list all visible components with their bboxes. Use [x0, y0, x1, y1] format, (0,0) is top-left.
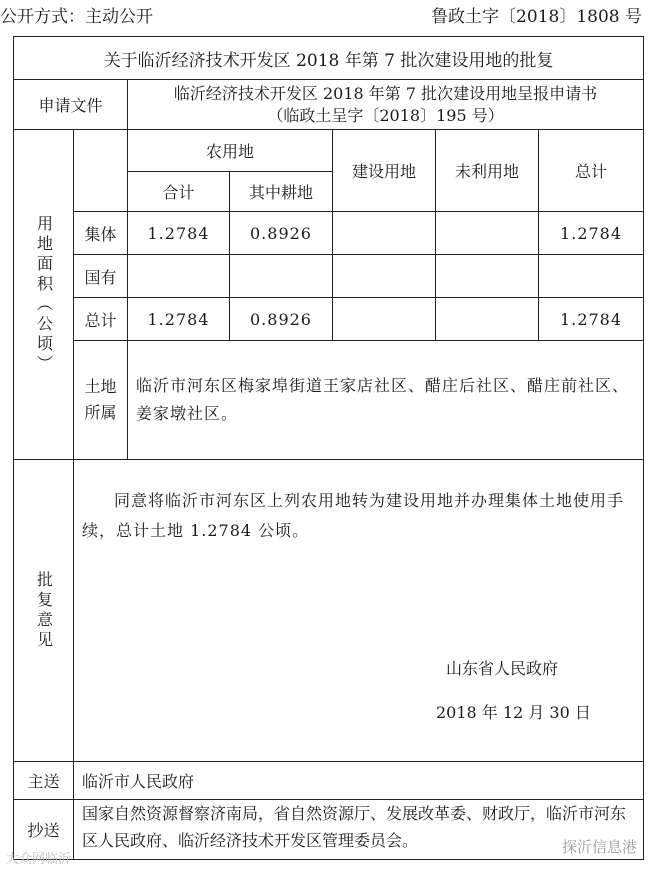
application-document — [128, 80, 644, 130]
subtotal-header: 合计 — [128, 172, 230, 212]
cell-unused — [436, 255, 539, 298]
ownership-label-line-1: 土地 — [84, 377, 117, 396]
application-label: 申请文件 — [14, 80, 128, 130]
approval-opinion — [74, 460, 644, 762]
cc-recipients: 国家自然资源督察济南局，省自然资源厅、发展改革委、财政厅，临沂市河东区人民政府、临沂经济技术开发区管理委员会。 — [74, 800, 644, 860]
cell-construction — [333, 255, 436, 298]
blank-corner — [74, 130, 128, 212]
cell-arable: 0.8926 — [230, 298, 333, 341]
cell-construction — [333, 212, 436, 255]
agri-land-header: 农用地 — [128, 130, 333, 172]
cell-total: 1.2784 — [539, 212, 644, 255]
cell-subtotal — [128, 255, 230, 298]
application-line-1: 临沂经济技术开发区 2018 年第 7 批次建设用地呈报申请书 — [173, 83, 598, 103]
approval-date: 2018 年 12 月 30 日 — [436, 703, 591, 722]
land-ownership: 临沂市河东区梅家埠街道王家店社区、醋庄后社区、醋庄前社区、姜家墩社区。 — [128, 341, 644, 460]
main-recipient: 临沂市人民政府 — [74, 762, 644, 800]
application-line-2: （临政土呈字〔2018〕195 号） — [267, 105, 504, 125]
approval-label: 批复意见 — [34, 570, 54, 651]
document-title: 关于临沂经济技术开发区 2018 年第 7 批次建设用地的批复 — [14, 37, 644, 80]
cell-construction — [333, 298, 436, 341]
cell-subtotal: 1.2784 — [128, 298, 230, 341]
cell-arable — [230, 255, 333, 298]
ownership-label — [74, 341, 128, 460]
watermark-right: 探沂信息港 — [561, 838, 637, 856]
row-label: 总计 — [74, 298, 128, 341]
cell-unused — [436, 298, 539, 341]
watermark-left: 大众网临沂 — [6, 852, 72, 867]
total-header: 总计 — [539, 130, 644, 212]
ownership-label-line-2: 所属 — [84, 403, 117, 422]
document-number: 鲁政土字〔2018〕1808 号 — [431, 7, 642, 27]
main-recipient-label: 主送 — [14, 762, 74, 800]
cell-unused — [436, 212, 539, 255]
table-row-total — [14, 298, 644, 341]
disclosure-method: 公开方式：主动公开 — [0, 7, 153, 27]
land-area-label: 用地面积（公顷） — [34, 214, 54, 375]
table-row-state-owned — [14, 255, 644, 298]
arable-header: 其中耕地 — [230, 172, 333, 212]
approval-table — [13, 36, 644, 860]
approval-label-cell — [14, 460, 74, 762]
unused-land-header: 未利用地 — [436, 130, 539, 212]
approval-text: 同意将临沂市河东区上列农用地转为建设用地并办理集体土地使用手续，总计土地 1.2784 公顷。 — [82, 491, 625, 540]
cell-total: 1.2784 — [539, 298, 644, 341]
land-area-label-cell — [14, 130, 74, 460]
cell-subtotal: 1.2784 — [128, 212, 230, 255]
row-label: 国有 — [74, 255, 128, 298]
cell-arable: 0.8926 — [230, 212, 333, 255]
cell-total — [539, 255, 644, 298]
cc-label: 抄送 — [14, 800, 74, 860]
construction-land-header: 建设用地 — [333, 130, 436, 212]
issuing-authority: 山东省人民政府 — [446, 659, 559, 678]
table-row-collective — [14, 212, 644, 255]
row-label: 集体 — [74, 212, 128, 255]
